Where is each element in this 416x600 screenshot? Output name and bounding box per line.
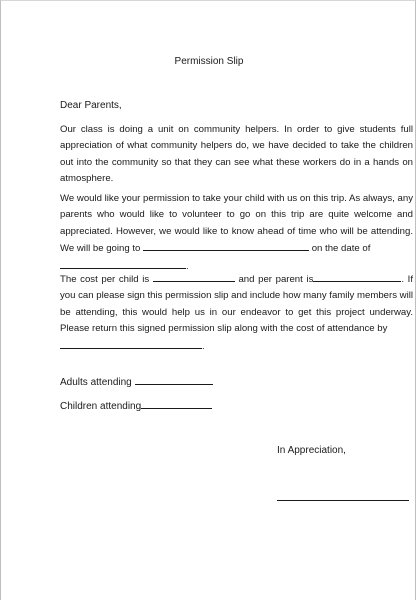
paragraph-cost-text-1: The cost per child is — [60, 274, 150, 285]
return-by-blank — [60, 338, 202, 349]
children-attending-row — [60, 398, 212, 412]
paragraph-cost-text-3: . If you can please sign this permission slip and include how many family members will be attending, this would help us in our endeavor to get this project underway. Please return this signed permission slip along with the cost of attendance by — [60, 274, 414, 335]
closing: In Appreciation, — [277, 445, 346, 456]
paragraph-intro — [60, 122, 413, 188]
paragraph-permission-text-1: We would like your permission to take your child with us on this trip. As always, any parents who would like to volunteer to go on this trip are quite welcome and appreciated. However, we would like to know ahead of time who will be attending. We will be going to — [60, 193, 413, 255]
paragraph-cost — [60, 271, 413, 355]
cost-per-child-blank — [153, 271, 235, 282]
document-title: Permission Slip — [174, 56, 244, 67]
paragraph-permission-end: . — [186, 260, 189, 272]
paragraph-cost-text-2: and per parent is — [238, 274, 314, 285]
paragraph-permission — [60, 191, 413, 275]
children-attending-blank — [141, 398, 212, 409]
adults-attending-blank — [135, 374, 213, 385]
cost-per-parent-blank — [313, 271, 401, 282]
paragraph-cost-end: . — [202, 340, 205, 352]
adults-attending-label: Adults attending — [60, 377, 132, 388]
destination-blank — [143, 240, 309, 251]
date-blank — [60, 258, 186, 269]
signature-line — [277, 500, 409, 501]
paragraph-intro-text: Our class is doing a unit on community helpers. In order to give students full appreciation of what community helpers do, we have decided to take the children out into the community so that they can see what these workers do in a hands on atmosphere. — [60, 124, 413, 185]
adults-attending-row — [60, 374, 213, 388]
paragraph-permission-text-2: on the date of — [311, 243, 371, 255]
greeting: Dear Parents, — [60, 100, 122, 111]
children-attending-label: Children attending — [60, 401, 142, 412]
